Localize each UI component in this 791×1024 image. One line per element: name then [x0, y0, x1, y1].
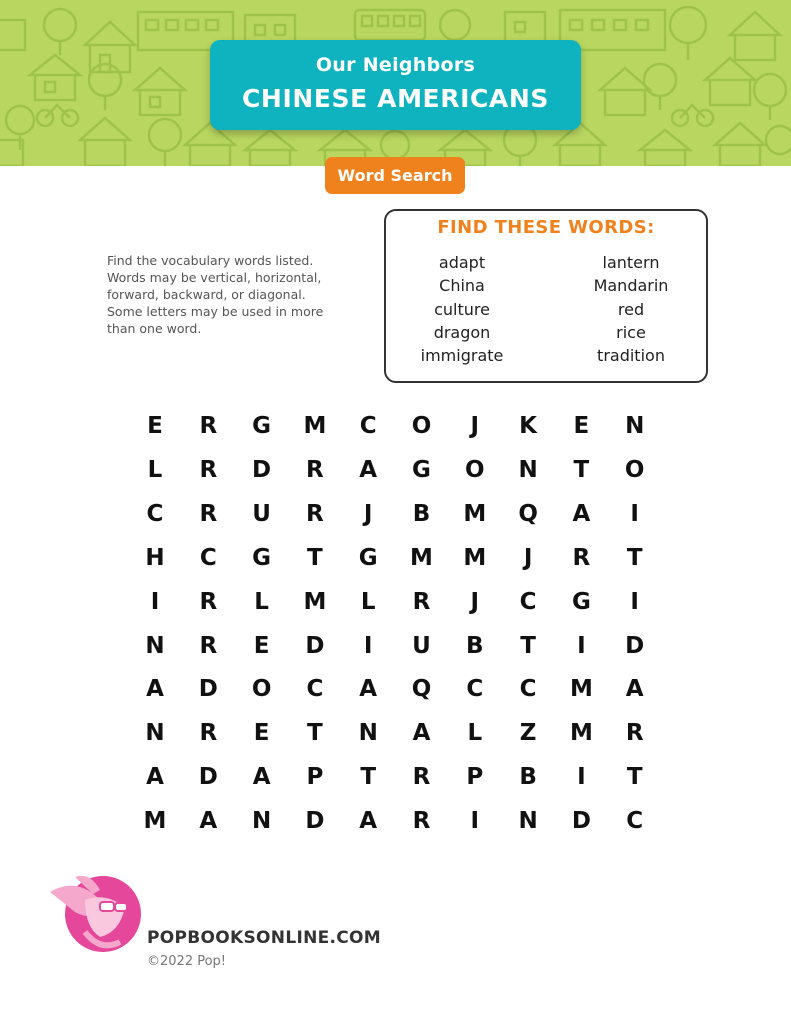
- grid-letter: R: [199, 720, 218, 747]
- grid-letter: M: [303, 588, 327, 615]
- grid-letter: I: [363, 632, 373, 659]
- grid-letter: B: [466, 632, 484, 659]
- grid-letter: O: [465, 456, 485, 483]
- grid-letter: O: [624, 456, 645, 483]
- grid-letter: R: [412, 808, 431, 835]
- grid-letter: N: [518, 808, 538, 835]
- title-box: [210, 40, 581, 130]
- grid-letter: N: [145, 632, 165, 659]
- grid-letter: I: [577, 632, 586, 659]
- grid-letter: R: [412, 588, 431, 615]
- grid-letter: G: [358, 544, 378, 571]
- grid-letter: T: [520, 632, 536, 659]
- grid-letter: E: [147, 413, 163, 439]
- page-title: CHINESE AMERICANS: [241, 84, 550, 113]
- grid-letter: T: [307, 544, 323, 571]
- grid-letter: L: [147, 456, 163, 483]
- grid-letter: Q: [411, 676, 432, 703]
- grid-letter: T: [626, 544, 643, 571]
- word-search-tab: Word Search: [325, 157, 465, 194]
- grid-letter: D: [198, 676, 218, 703]
- grid-letter: C: [199, 544, 217, 571]
- grid-letter: I: [577, 764, 586, 791]
- grid-letter: K: [519, 413, 537, 439]
- grid-letter: J: [523, 544, 533, 571]
- grid-letter: N: [145, 720, 165, 747]
- grid-letter: E: [253, 632, 270, 659]
- grid-letter: O: [411, 413, 432, 439]
- word-list-left: [392, 251, 532, 367]
- grid-letter: C: [146, 500, 164, 527]
- grid-letter: J: [363, 500, 373, 527]
- word-list-right: [561, 251, 701, 367]
- grid-letter: C: [519, 676, 537, 703]
- grid-letter: A: [146, 676, 164, 703]
- word-item: lantern: [602, 253, 660, 272]
- word-item: red: [617, 299, 645, 319]
- grid-letter: C: [359, 413, 377, 439]
- grid-letter: O: [251, 676, 272, 703]
- grid-letter: I: [630, 588, 639, 615]
- grid-letter: T: [626, 764, 643, 791]
- grid-letter: R: [572, 544, 591, 571]
- grid-letter: L: [467, 720, 483, 747]
- instructions-text: Find the vocabulary words listed. Words may be vertical, horizontal, forward, backward, or diagonal. Some letters may be used in more than one word.: [107, 253, 324, 336]
- grid-letter: C: [466, 676, 484, 703]
- grid-letter: Q: [518, 500, 538, 527]
- grid-letter: G: [571, 588, 591, 615]
- grid-letter: I: [150, 588, 160, 615]
- grid-letter: E: [573, 413, 590, 439]
- grid-letter: N: [358, 720, 378, 747]
- grid-letter: D: [305, 808, 325, 835]
- grid-letter: R: [199, 500, 218, 527]
- grid-letter: G: [252, 413, 272, 439]
- word-item: tradition: [597, 346, 665, 366]
- grid-letter: I: [630, 500, 639, 527]
- grid-letter: A: [252, 764, 271, 791]
- pop-kangaroo-logo-icon: [45, 872, 150, 957]
- grid-letter: N: [625, 413, 645, 439]
- grid-letter: G: [412, 456, 431, 483]
- grid-letter: A: [359, 456, 378, 483]
- grid-letter: R: [412, 764, 431, 791]
- grid-letter: J: [470, 588, 480, 615]
- grid-letter: N: [251, 808, 272, 835]
- grid-letter: A: [412, 720, 431, 747]
- grid-letter: D: [198, 764, 218, 791]
- grid-letter: R: [625, 720, 644, 747]
- grid-letter: M: [569, 676, 593, 703]
- grid-letter: D: [305, 632, 325, 659]
- grid-letter: R: [199, 632, 218, 659]
- grid-letter: C: [306, 676, 324, 703]
- grid-letter: R: [306, 456, 324, 483]
- grid-letter: R: [306, 500, 324, 527]
- grid-letter: R: [199, 413, 218, 439]
- word-list-title: FIND THESE WORDS:: [437, 217, 655, 238]
- grid-letter: L: [360, 588, 376, 615]
- grid-letter: B: [519, 764, 537, 791]
- grid-letter: H: [145, 544, 165, 571]
- grid-letter: L: [254, 588, 269, 615]
- grid-letter: A: [359, 676, 378, 703]
- word-item: rice: [616, 322, 646, 342]
- grid-letter: A: [572, 500, 591, 527]
- grid-letter: M: [303, 413, 327, 439]
- grid-letter: I: [470, 808, 480, 835]
- copyright-text: ©2022 Pop!: [147, 954, 227, 969]
- word-list-box: [384, 209, 708, 383]
- grid-letter: P: [466, 764, 484, 791]
- grid-letter: M: [143, 808, 167, 835]
- grid-letter: E: [253, 720, 270, 747]
- grid-letter: A: [359, 808, 378, 835]
- grid-letter: M: [463, 500, 487, 527]
- grid-letter: G: [252, 544, 272, 571]
- grid-letter: M: [463, 544, 487, 571]
- grid-letter: B: [412, 500, 431, 527]
- grid-letter: D: [252, 456, 272, 483]
- grid-letter: A: [199, 808, 218, 835]
- grid-letter: J: [470, 413, 480, 439]
- word-item: Mandarin: [593, 276, 669, 296]
- grid-letter: T: [360, 764, 377, 791]
- word-item: adapt: [438, 253, 486, 272]
- grid-letter: T: [307, 720, 323, 747]
- grid-letter: M: [410, 544, 433, 571]
- grid-letter: R: [199, 456, 218, 483]
- grid-letter: U: [252, 500, 271, 527]
- grid-letter: D: [625, 632, 645, 659]
- word-item: China: [439, 276, 485, 296]
- grid-letter: C: [626, 808, 644, 835]
- grid-letter: A: [146, 764, 164, 791]
- word-item: dragon: [433, 322, 491, 342]
- grid-letter: R: [199, 588, 218, 615]
- grid-letter: M: [569, 720, 593, 747]
- grid-letter: T: [573, 456, 590, 483]
- grid-letter: N: [518, 456, 538, 483]
- word-item: immigrate: [420, 346, 504, 366]
- website-url: POPBOOKSONLINE.COM: [147, 928, 382, 948]
- page-subtitle: Our Neighbors: [315, 54, 476, 76]
- grid-letter: C: [519, 588, 537, 615]
- grid-letter: Z: [519, 720, 537, 747]
- grid-letter: A: [625, 676, 644, 703]
- grid-letter: P: [306, 764, 324, 791]
- grid-letter: D: [571, 808, 591, 835]
- grid-letter: U: [412, 632, 431, 659]
- word-item: culture: [434, 299, 490, 319]
